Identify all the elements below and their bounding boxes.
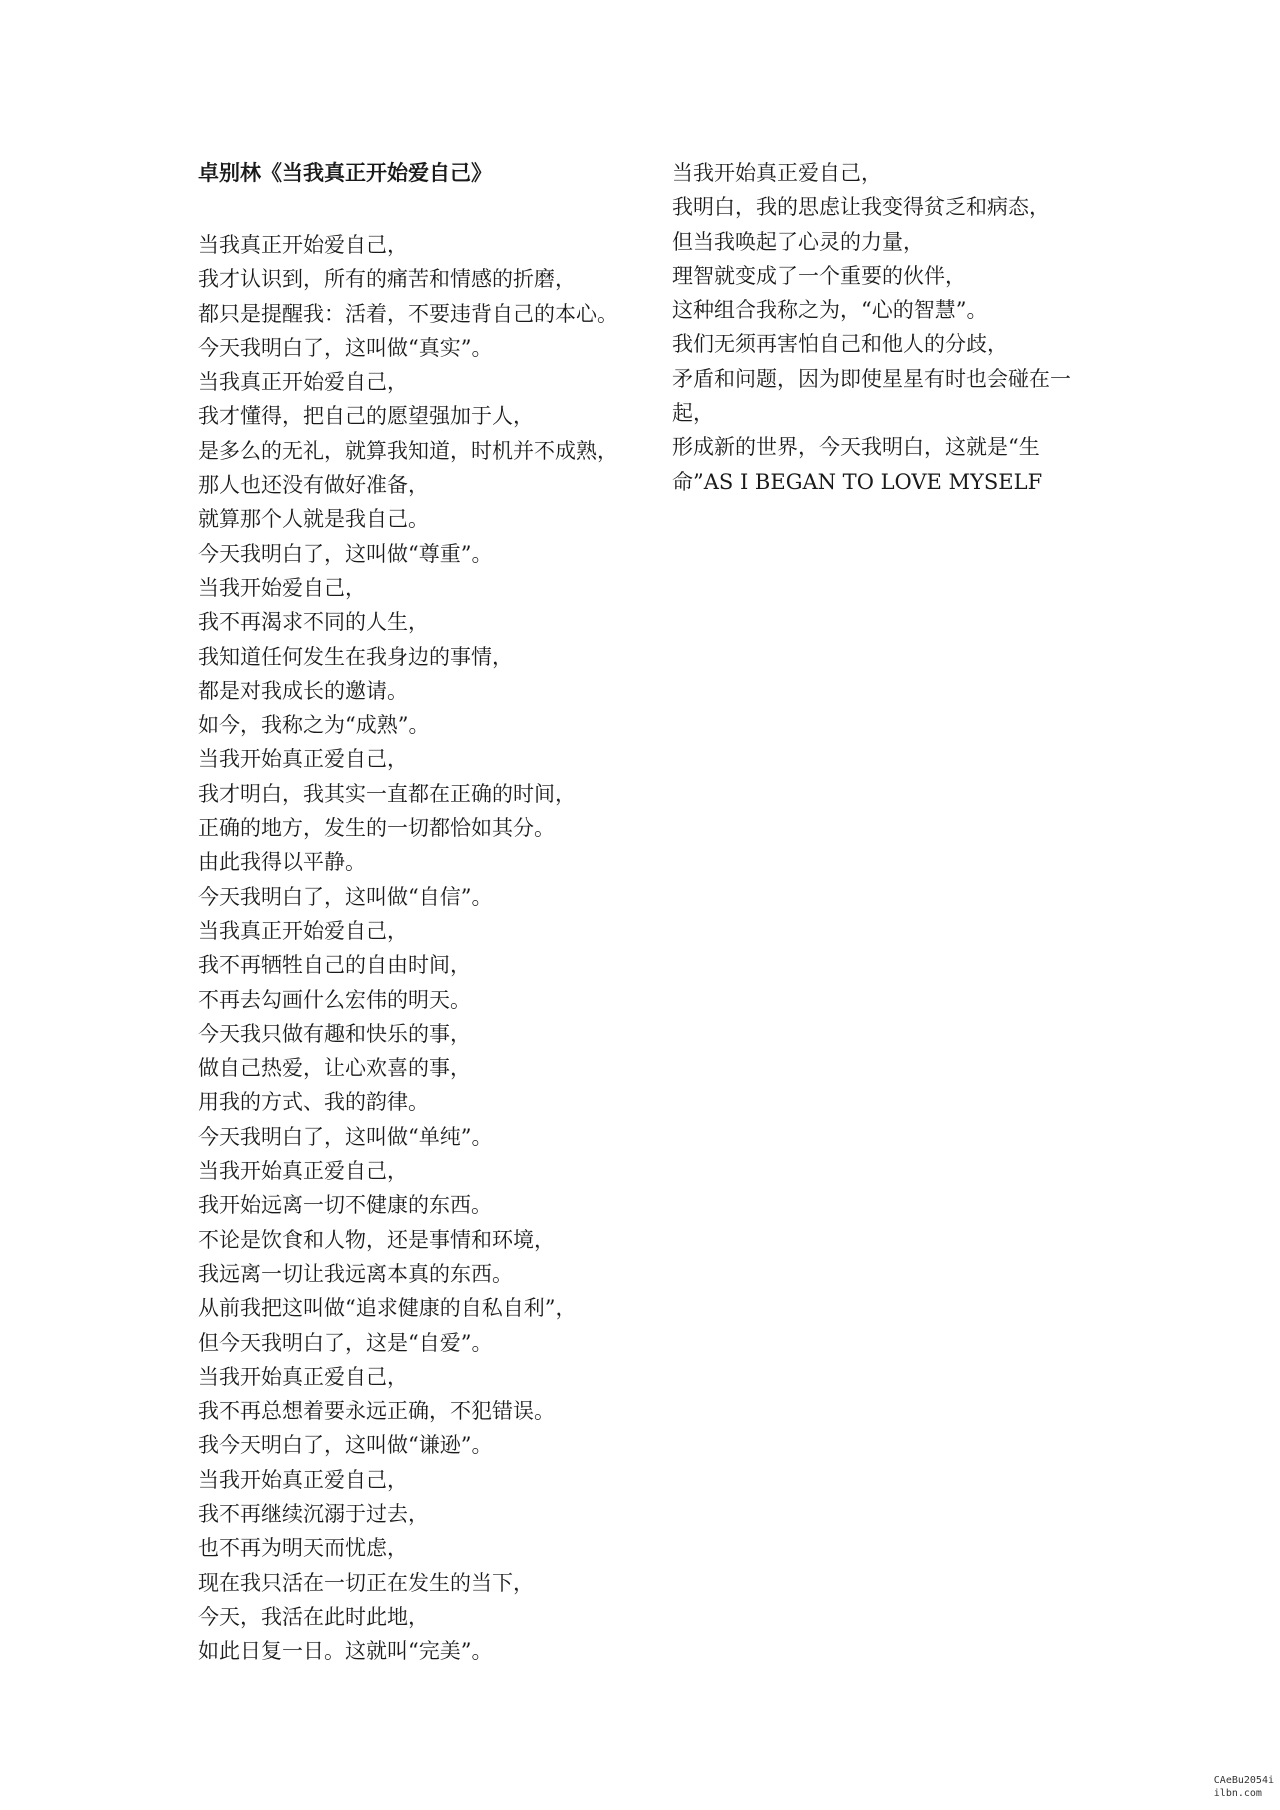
text-line: 今天我只做有趣和快乐的事，: [198, 1021, 471, 1046]
text-line: 我不再渴求不同的人生，: [198, 610, 429, 635]
text-line: 今天我明白了，这叫做“尊重”。: [198, 541, 493, 566]
text-line: 但当我唤起了心灵的力量，: [672, 229, 924, 254]
document-title: 卓别林《当我真正开始爱自己》: [198, 160, 492, 185]
text-line: 用我的方式、我的韵律。: [198, 1090, 429, 1115]
text-line: 我才明白，我其实一直都在正确的时间，: [198, 781, 576, 806]
text-line: 如今，我称之为“成熟”。: [198, 713, 430, 738]
text-line: 今天我明白了，这叫做“单纯”。: [198, 1124, 493, 1149]
text-line: 命”AS I BEGAN TO LOVE MYSELF: [672, 469, 1043, 494]
text-line: 也不再为明天而忧虑，: [198, 1536, 408, 1561]
left-column: [198, 156, 658, 1668]
text-line: 我才认识到，所有的痛苦和情感的折磨，: [198, 267, 576, 292]
left-column-lines: [198, 228, 658, 1668]
watermark: [1214, 1774, 1274, 1800]
text-line: 当我真正开始爱自己，: [198, 233, 408, 257]
text-line: 我不再继续沉溺于过去，: [198, 1501, 429, 1526]
text-line: 我不再牺牲自己的自由时间，: [198, 953, 471, 978]
text-line: 当我开始爱自己，: [198, 575, 366, 600]
text-line: 由此我得以平静。: [198, 850, 366, 875]
text-line: 我今天明白了，这叫做“谦逊”。: [198, 1433, 493, 1458]
text-line: 那人也还没有做好准备，: [198, 473, 429, 498]
watermark-line-1: CAeBu2054i: [1213, 1775, 1274, 1786]
text-line: 理智就变成了一个重要的伙伴，: [672, 263, 966, 288]
text-line: 我明白，我的思虑让我变得贫乏和病态，: [672, 195, 1050, 220]
text-line: 不再去勾画什么宏伟的明天。: [198, 987, 471, 1012]
text-line: 我远离一切让我远离本真的东西。: [198, 1261, 513, 1286]
text-line: 形成新的世界，今天我明白，这就是“生: [672, 435, 1040, 460]
text-line: 当我真正开始爱自己，: [198, 370, 408, 395]
text-line: 起，: [672, 401, 714, 426]
text-line: 当我开始真正爱自己，: [198, 1159, 408, 1184]
text-line: 是多么的无礼，就算我知道，时机并不成熟，: [198, 438, 618, 463]
text-line: 我们无须再害怕自己和他人的分歧，: [672, 332, 1008, 357]
text-line: 矛盾和问题，因为即使星星有时也会碰在一: [672, 366, 1071, 391]
watermark-line-2: ilbn.com: [1213, 1788, 1262, 1799]
text-line: 从前我把这叫做“追求健康的自私自利”，: [198, 1296, 577, 1321]
text-line: 但今天我明白了，这是“自爱”。: [198, 1330, 493, 1355]
text-line: 我知道任何发生在我身边的事情，: [198, 644, 513, 669]
text-line: 当我真正开始爱自己，: [198, 918, 408, 943]
text-line: 今天我明白了，这叫做“自信”。: [198, 884, 493, 909]
text-line: 我不再总想着要永远正确，不犯错误。: [198, 1399, 555, 1424]
text-line: 当我开始真正爱自己，: [198, 747, 408, 772]
text-line: 都是对我成长的邀请。: [198, 678, 408, 703]
right-column: [672, 156, 1112, 499]
text-line: 今天，我活在此时此地，: [198, 1604, 429, 1629]
text-line: 做自己热爱，让心欢喜的事，: [198, 1056, 471, 1081]
text-line: 当我开始真正爱自己，: [198, 1467, 408, 1492]
text-line: 现在我只活在一切正在发生的当下，: [198, 1570, 534, 1595]
text-line: 都只是提醒我：活着，不要违背自己的本心。: [198, 301, 618, 326]
text-line: 我才懂得，把自己的愿望强加于人，: [198, 404, 534, 429]
text-line: 今天我明白了，这叫做“真实”。: [198, 335, 493, 360]
text-line: 如此日复一日。这就叫“完美”。: [198, 1639, 493, 1664]
text-line: 不论是饮食和人物，还是事情和环境，: [198, 1227, 555, 1252]
right-column-lines: [672, 156, 1112, 499]
text-line: 这种组合我称之为，“心的智慧”。: [672, 298, 988, 323]
text-line: 正确的地方，发生的一切都恰如其分。: [198, 816, 555, 841]
text-line: 我开始远离一切不健康的东西。: [198, 1193, 492, 1218]
text-line: 就算那个人就是我自己。: [198, 507, 429, 532]
text-line: 当我开始真正爱自己，: [198, 1364, 408, 1389]
text-line: 当我开始真正爱自己，: [672, 161, 882, 185]
